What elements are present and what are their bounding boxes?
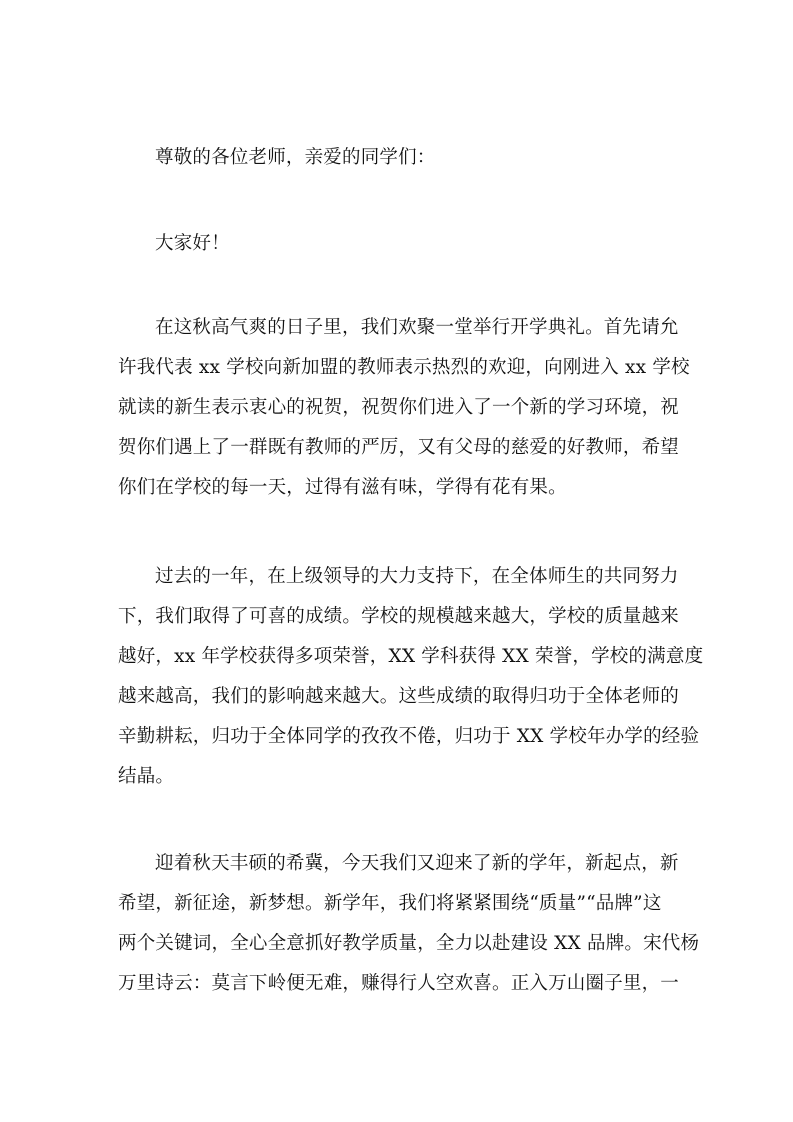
paragraph-line: 迎着秋天丰硕的希冀，今天我们又迎来了新的学年，新起点，新 bbox=[155, 853, 679, 874]
paragraph-line: 希望，新征途，新梦想。新学年，我们将紧紧围绕“质量”“品牌”这 bbox=[118, 893, 662, 914]
paragraph-line: 你们在学校的每一天，过得有滋有味，学得有花有果。 bbox=[118, 477, 567, 498]
greeting: 大家好！ bbox=[155, 233, 230, 254]
paragraph-line: 就读的新生表示衷心的祝贺，祝贺你们进入了一个新的学习环境，祝 bbox=[118, 397, 680, 418]
paragraph-line: 辛勤耕耘，归功于全体同学的孜孜不倦，归功于 XX 学校年办学的经验 bbox=[118, 726, 700, 747]
paragraph-line: 在这秋高气爽的日子里，我们欢聚一堂举行开学典礼。首先请允 bbox=[155, 317, 679, 338]
paragraph-line: 万里诗云：莫言下岭便无难，赚得行人空欢喜。正入万山圈子里，一 bbox=[118, 973, 680, 994]
paragraph-line: 下，我们取得了可喜的成绩。学校的规模越来越大，学校的质量越来 bbox=[118, 606, 680, 627]
paragraph-line: 越来越高，我们的影响越来越大。这些成绩的取得归功于全体老师的 bbox=[118, 686, 680, 707]
paragraph-line: 两个关键词，全心全意抓好教学质量，全力以赴建设 XX 品牌。宋代杨 bbox=[118, 933, 700, 954]
paragraph-line: 许我代表 xx 学校向新加盟的教师表示热烈的欢迎，向刚进入 xx 学校 bbox=[118, 357, 690, 378]
paragraph-line: 结晶。 bbox=[118, 766, 175, 787]
salutation: 尊敬的各位老师，亲爱的同学们： bbox=[155, 147, 436, 168]
paragraph-line: 过去的一年，在上级领导的大力支持下，在全体师生的共同努力 bbox=[155, 566, 679, 587]
paragraph-line: 贺你们遇上了一群既有教师的严厉，又有父母的慈爱的好教师，希望 bbox=[118, 437, 680, 458]
paragraph-line: 越好，xx 年学校获得多项荣誉，XX 学科获得 XX 荣誉，学校的满意度 bbox=[118, 646, 704, 667]
